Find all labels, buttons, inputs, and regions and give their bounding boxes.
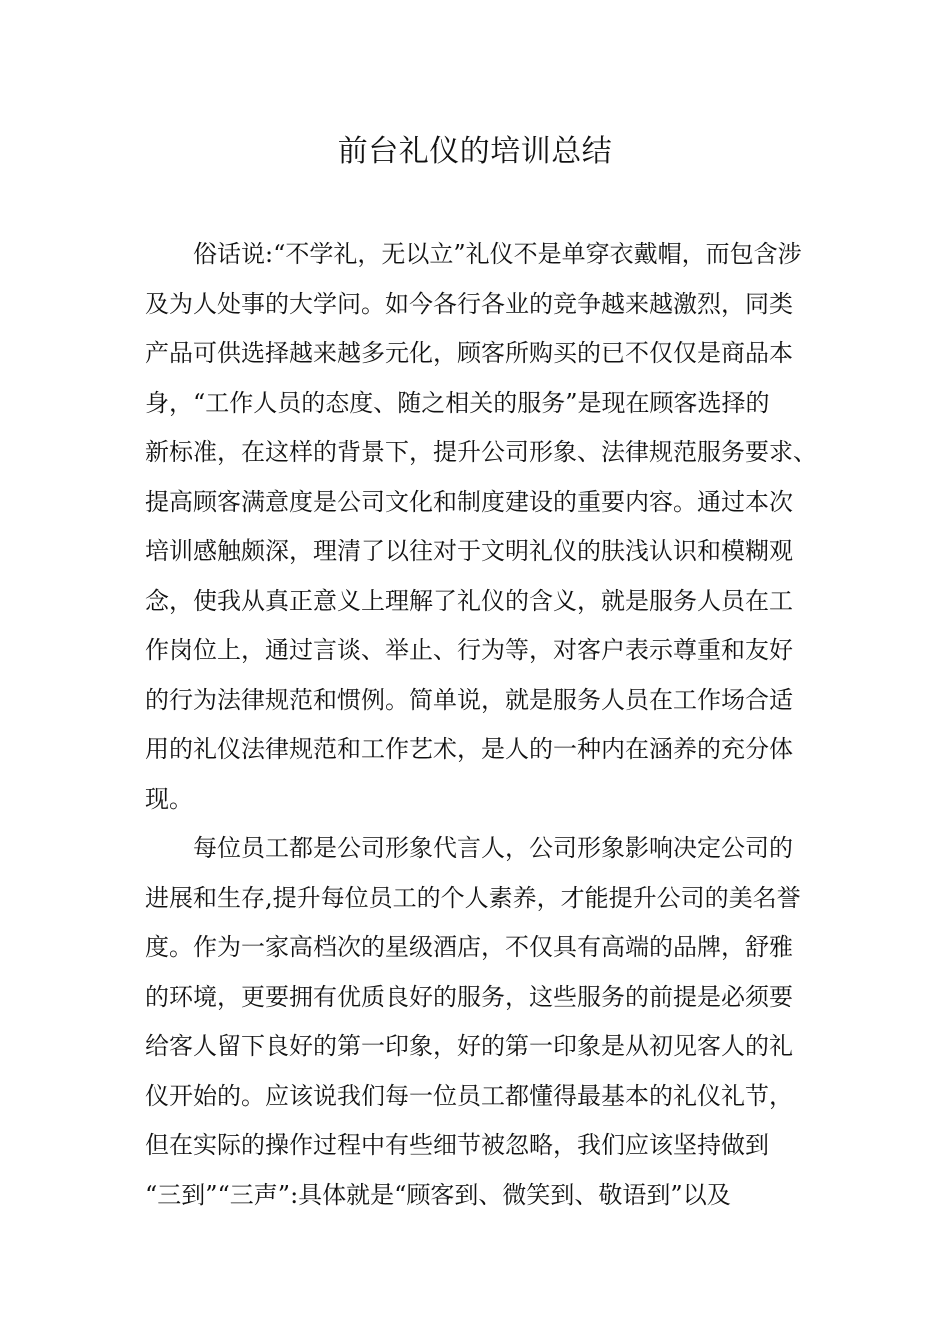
document-title: 前台礼仪的培训总结 xyxy=(337,134,613,169)
paragraph-line: 现。 xyxy=(145,784,193,813)
paragraph-line: 俗话说:“不学礼，无以立”礼仪不是单穿衣戴帽，而包含涉 xyxy=(193,240,802,268)
paragraph-line: 进展和生存,提升每位员工的个人素养，才能提升公司的美名誉 xyxy=(145,883,801,912)
paragraph-line: 每位员工都是公司形象代言人，公司形象影响决定公司的 xyxy=(193,834,793,862)
paragraph-line: 但在实际的操作过程中有些细节被忽略，我们应该坚持做到 xyxy=(145,1131,769,1159)
paragraph-line: 新标准，在这样的背景下，提升公司形象、法律规范服务要求、 xyxy=(145,438,817,466)
paragraph-line: 念，使我从真正意义上理解了礼仪的含义，就是服务人员在工 xyxy=(145,586,793,615)
paragraph-line: 用的礼仪法律规范和工作艺术，是人的一种内在涵养的充分体 xyxy=(145,735,793,763)
paragraph-line: 的环境，更要拥有优质良好的服务，这些服务的前提是必须要 xyxy=(145,982,793,1011)
paragraph-line: 提高顾客满意度是公司文化和制度建设的重要内容。通过本次 xyxy=(145,487,793,516)
paragraph-2 xyxy=(145,824,825,1220)
paragraph-line: 给客人留下良好的第一印象，好的第一印象是从初见客人的礼 xyxy=(145,1032,793,1060)
paragraph-line: “三到”“三声”:具体就是“顾客到、微笑到、敬语到”以及 xyxy=(145,1180,731,1209)
paragraph-line: 培训感触颇深，理清了以往对于文明礼仪的肤浅认识和模糊观 xyxy=(145,537,793,565)
paragraph-line: 度。作为一家高档次的星级酒店，不仅具有高端的品牌，舒雅 xyxy=(145,933,793,961)
paragraph-line: 的行为法律规范和惯例。简单说，就是服务人员在工作场合适 xyxy=(145,685,793,714)
paragraph-line: 及为人处事的大学问。如今各行各业的竞争越来越激烈，同类 xyxy=(145,289,793,318)
paragraph-line: 产品可供选择越来越多元化，顾客所购买的已不仅仅是商品本 xyxy=(145,339,793,367)
paragraph-line: 仪开始的。应该说我们每一位员工都懂得最基本的礼仪礼节， xyxy=(145,1081,793,1110)
paragraph-line: 身，“工作人员的态度、随之相关的服务”是现在顾客选择的 xyxy=(145,388,770,417)
paragraph-line: 作岗位上，通过言谈、举止、行为等，对客户表示尊重和友好 xyxy=(145,636,793,664)
document-body xyxy=(145,230,825,1220)
paragraph-1 xyxy=(145,230,825,824)
